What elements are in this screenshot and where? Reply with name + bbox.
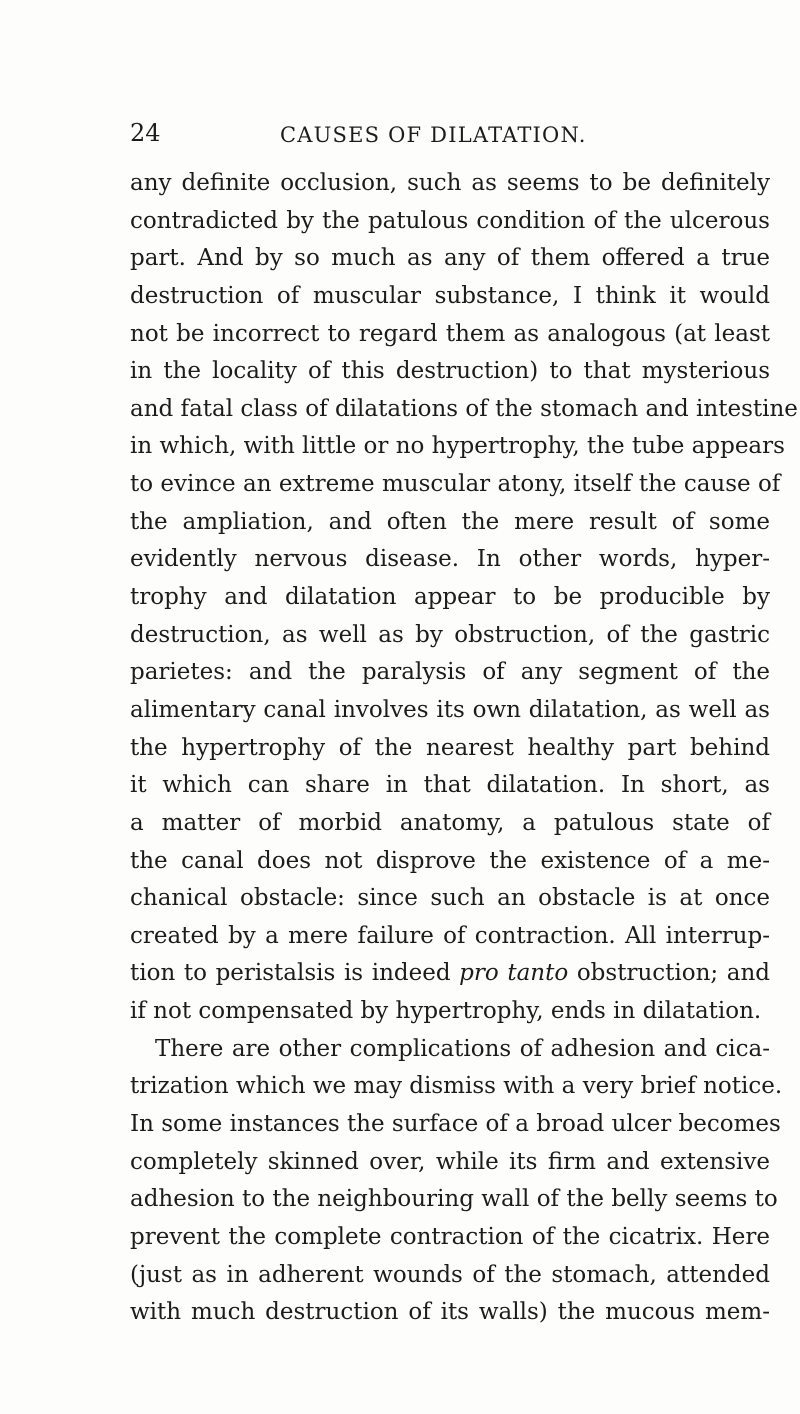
- text-line: a matter of morbid anatomy, a patulous state of: [130, 809, 770, 836]
- text-line: created by a mere failure of contraction. All interrup-: [130, 922, 770, 949]
- page-number: 24: [130, 119, 161, 147]
- text-line-pro-tanto: [130, 955, 770, 993]
- text-line: trophy and dilatation appear to be producible by: [130, 584, 770, 611]
- text-line-paragraph-start: There are other complications of adhesion and cica-: [155, 1035, 770, 1062]
- text-line: (just as in adherent wounds of the stomach, attended: [130, 1261, 770, 1288]
- text-line: the canal does not disprove the existence of a me-: [130, 847, 770, 874]
- text-line: adhesion to the neighbouring wall of the belly seems to: [130, 1186, 778, 1213]
- text-line: alimentary canal involves its own dilatation, as well as: [130, 696, 770, 723]
- text-line: the ampliation, and often the mere result of some: [130, 508, 770, 535]
- body-text: [130, 165, 798, 1332]
- text-line: completely skinned over, while its firm and extensive: [130, 1148, 770, 1175]
- running-head: [130, 118, 770, 148]
- text-line: prevent the complete contraction of the cicatrix. Here: [130, 1223, 770, 1250]
- italic-phrase: pro tanto: [459, 960, 569, 987]
- text-line: in the locality of this destruction) to that mysterious: [130, 358, 770, 385]
- text-line: destruction, as well as by obstruction, of the gastric: [130, 621, 770, 648]
- text-line: the hypertrophy of the nearest healthy part behind: [130, 734, 770, 761]
- text-line-paragraph-end: if not compensated by hypertrophy, ends in dilatation.: [130, 998, 762, 1025]
- text-line: part. And by so much as any of them offered a true: [130, 245, 770, 272]
- text-segment: tion to peristalsis is indeed: [130, 960, 460, 987]
- text-segment: obstruction; and: [568, 960, 771, 987]
- text-line: and fatal class of dilatations of the stomach and intestine: [130, 395, 798, 422]
- text-line: not be incorrect to regard them as analogous (at least: [130, 320, 770, 347]
- text-line: contradicted by the patulous condition of the ulcerous: [130, 207, 770, 234]
- text-line: chanical obstacle: since such an obstacle is at once: [130, 885, 770, 912]
- text-line: trization which we may dismiss with a very brief notice.: [130, 1073, 783, 1100]
- text-line: to evince an extreme muscular atony, itself the cause of: [130, 471, 781, 498]
- text-line: destruction of muscular substance, I think it would: [130, 282, 770, 309]
- text-line: in which, with little or no hypertrophy, the tube appears: [130, 433, 785, 460]
- text-line: parietes: and the paralysis of any segment of the: [130, 659, 770, 686]
- text-line: it which can share in that dilatation. In short, as: [130, 772, 770, 799]
- text-line: with much destruction of its walls) the mucous mem-: [130, 1299, 770, 1326]
- text-line: any definite occlusion, such as seems to be definitely: [130, 170, 770, 196]
- text-line: In some instances the surface of a broad ulcer becomes: [130, 1111, 781, 1138]
- text-line: evidently nervous disease. In other words, hyper-: [130, 546, 770, 573]
- running-title: CAUSES OF DILATATION.: [280, 123, 587, 147]
